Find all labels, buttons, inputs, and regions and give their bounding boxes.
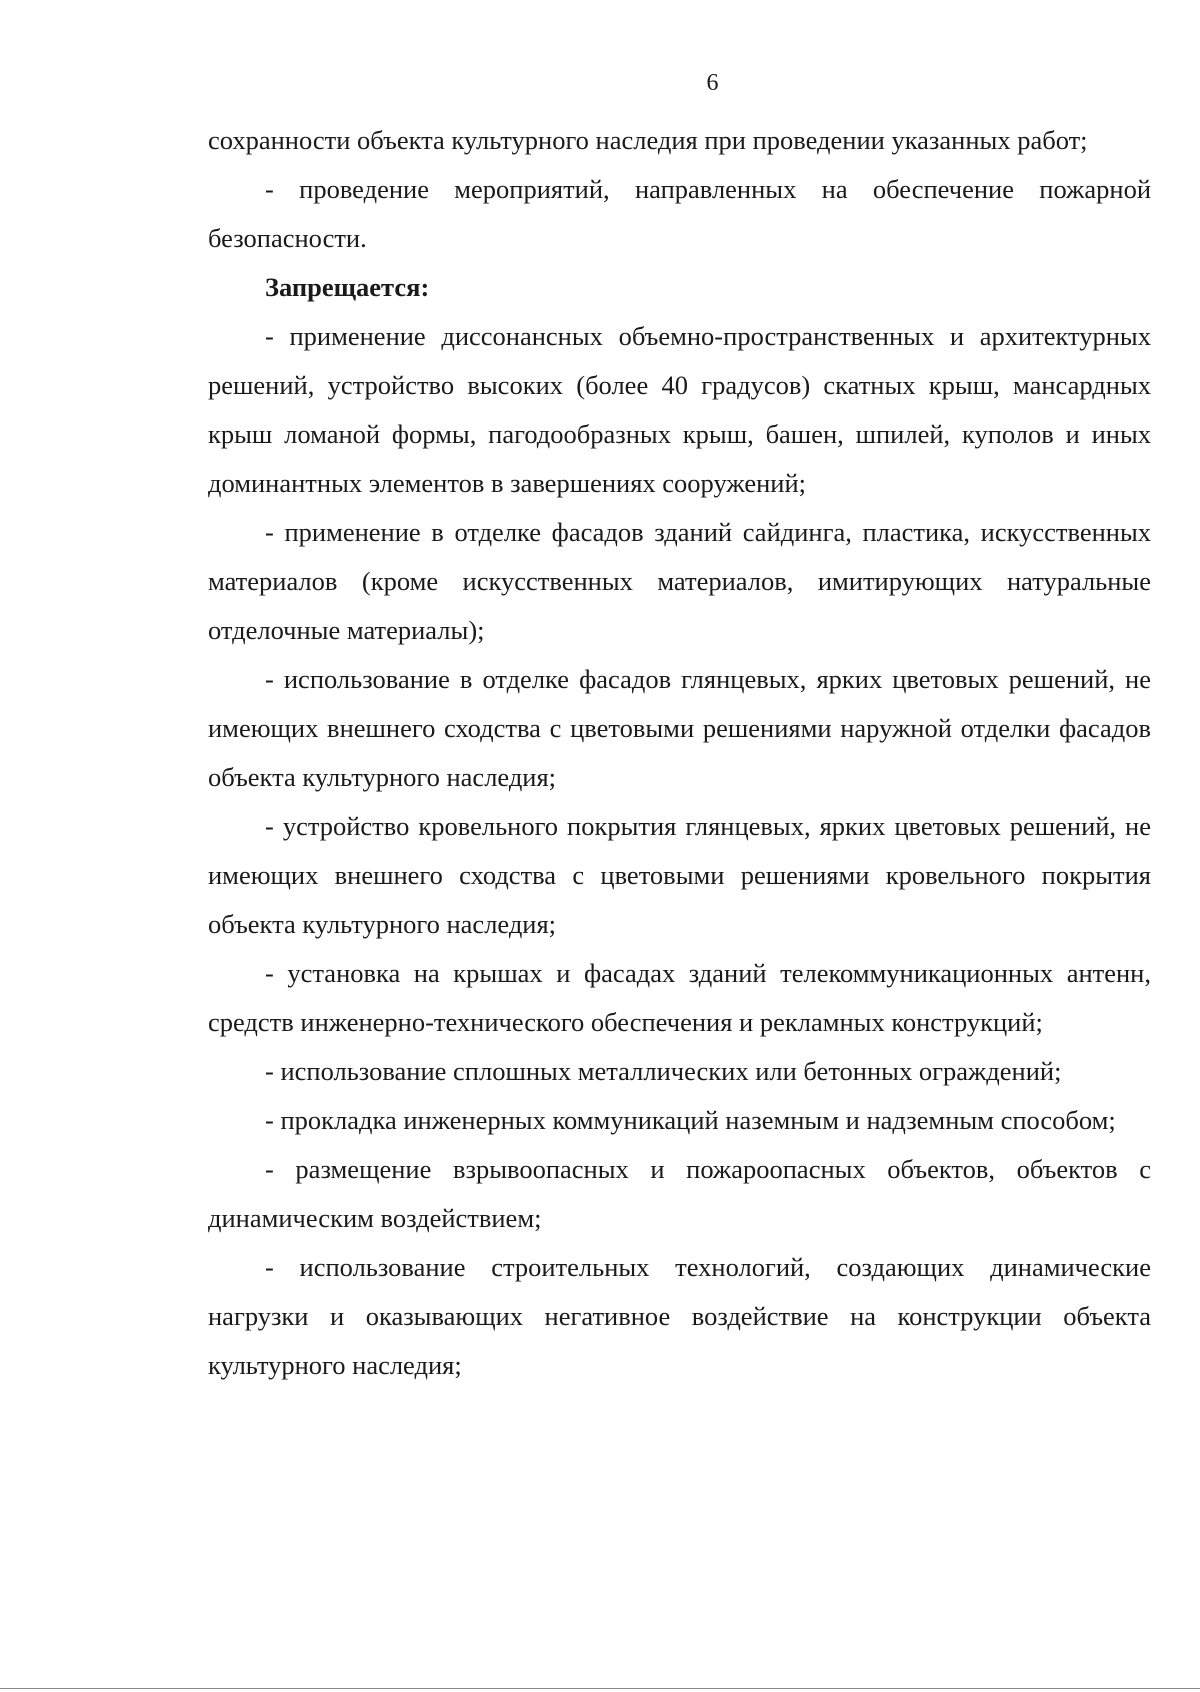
page-bottom-edge [0,1688,1200,1689]
list-item: - установка на крышах и фасадах зданий телекоммуникационных антенн, средств инженерно-технического обеспечения и рекламных конструкций; [208,958,1151,1037]
list-item: - использование строительных технологий, создающих динамические нагрузки и оказывающих негативное воздействие на конструкции объекта культурного наследия; [208,1252,1151,1380]
list-item: - устройство кровельного покрытия глянцевых, ярких цветовых решений, не имеющих внешнего сходства с цветовыми решениями кровельного покрытия объекта культурного наследия; [208,811,1151,939]
document-body [208,116,1151,1390]
paragraph: сохранности объекта культурного наследия при проведении указанных работ; [208,125,1088,155]
list-item: - размещение взрывоопасных и пожароопасных объектов, объектов с динамическим воздействием; [208,1154,1151,1233]
list-item: - использование в отделке фасадов глянцевых, ярких цветовых решений, не имеющих внешнего сходства с цветовыми решениями наружной отделки фасадов объекта культурного наследия; [208,664,1151,792]
section-heading: Запрещается: [265,272,430,302]
list-item: - использование сплошных металлических или бетонных ограждений; [265,1056,1062,1086]
paragraph: - проведение мероприятий, направленных на обеспечение пожарной безопасности. [208,174,1151,253]
list-item: - прокладка инженерных коммуникаций наземным и надземным способом; [265,1105,1116,1135]
list-item: - применение диссонансных объемно-пространственных и архитектурных решений, устройство высоких (более 40 градусов) скатных крыш, мансардных крыш ломаной формы, пагодообразных крыш, башен, шпилей, куполов и иных доминантных элементов в завершениях сооружений; [208,321,1151,498]
page-number: 6 [706,70,719,96]
list-item: - применение в отделке фасадов зданий сайдинга, пластика, искусственных материалов (кроме искусственных материалов, имитирующих натуральные отделочные материалы); [208,517,1151,645]
